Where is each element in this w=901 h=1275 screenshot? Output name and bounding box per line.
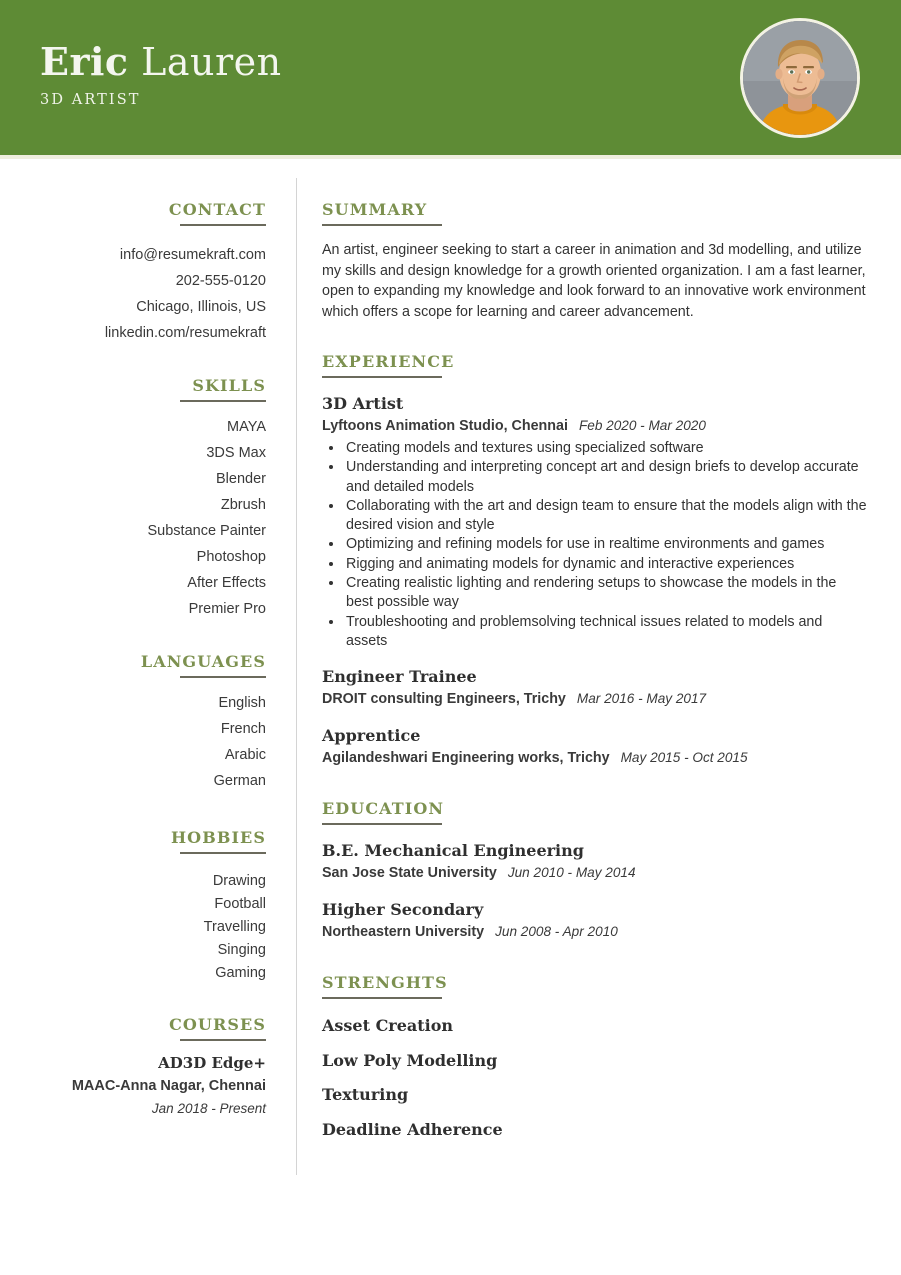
degree-title: B.E. Mechanical Engineering: [322, 841, 584, 861]
job-date: Feb 2020 - Mar 2020: [578, 418, 706, 433]
job-title: Engineer Trainee: [322, 667, 477, 687]
languages-heading-block: [141, 652, 266, 678]
job-organization: Lyftoons Animation Studio, Chennai: [322, 418, 568, 434]
job-title: 3D Artist: [322, 394, 404, 413]
job-meta: [322, 415, 867, 437]
main-column: [322, 200, 867, 1147]
skills-heading: SKILLS: [192, 376, 266, 395]
language-item: French: [220, 721, 266, 737]
hobbies-section: [20, 828, 266, 985]
language-item: German: [213, 773, 266, 789]
header-accent-rule: [0, 155, 901, 159]
column-divider: [296, 178, 297, 1175]
languages-heading-rule: [180, 676, 266, 678]
contact-heading-block: [169, 200, 266, 226]
language-item: Arabic: [224, 747, 266, 763]
contact-location: Chicago, Illinois, US: [136, 299, 266, 315]
hobbies-heading-block: [171, 828, 266, 854]
summary-text: An artist, engineer seeking to start a career in animation and 3d modelling, and utilize my skills and design knowledge for a growth oriented organization. I am a fast learner, open to expanding my knowledge and look forward to an innovative work environment which offers a scope for learning and career advancement.: [322, 242, 866, 320]
course-organization: MAAC-Anna Nagar, Chennai: [71, 1078, 266, 1094]
job-bullet: • Creating realistic lighting and rendering setups to showcase the models in the best possible way: [344, 574, 867, 613]
skill-item: Photoshop: [196, 549, 266, 565]
education-date: Jun 2008 - Apr 2010: [495, 924, 618, 940]
contact-heading: CONTACT: [168, 200, 266, 219]
job-organization: DROIT consulting Engineers, Trichy: [322, 691, 566, 708]
education-heading-rule: [322, 823, 442, 825]
job-bullet: • Creating models and textures using specialized software: [344, 439, 867, 458]
education-section: [322, 799, 867, 943]
job-title: Apprentice: [322, 726, 421, 746]
hobby-item: Travelling: [203, 919, 266, 935]
courses-heading-rule: [180, 1039, 266, 1041]
summary-section: [322, 200, 867, 322]
skill-item: After Effects: [187, 575, 266, 591]
hobby-item: Football: [214, 896, 266, 912]
experience-section: [322, 352, 867, 769]
course-entry: [20, 1051, 266, 1120]
course-title: AD3D Edge+: [158, 1054, 266, 1072]
hobby-item: Drawing: [212, 873, 266, 889]
degree-title: Higher Secondary: [322, 900, 484, 920]
portrait-illustration: [743, 21, 857, 135]
skills-heading-block: [180, 376, 266, 402]
courses-section: [20, 1015, 266, 1120]
hobby-item: Gaming: [215, 965, 266, 981]
job-date: May 2015 - Oct 2015: [620, 750, 748, 766]
education-entry: [322, 839, 867, 884]
experience-entry: [322, 665, 867, 710]
courses-heading-block: [169, 1015, 266, 1041]
languages-heading: LANGUAGES: [140, 652, 266, 671]
hobbies-heading: HOBBIES: [170, 828, 266, 847]
course-date: Jan 2018 - Present: [151, 1101, 266, 1116]
contact-email[interactable]: info@resumekraft.com: [119, 247, 266, 263]
skill-item: MAYA: [227, 419, 266, 435]
hobbies-heading-rule: [180, 852, 266, 854]
experience-heading: EXPERIENCE: [322, 352, 455, 371]
contact-section: [20, 200, 266, 346]
summary-heading: SUMMARY: [322, 200, 428, 219]
strength-item: Asset Creation: [322, 1016, 454, 1036]
full-name: [40, 40, 282, 84]
skills-section: [20, 376, 266, 622]
school-name: Northeastern University: [322, 924, 485, 941]
summary-heading-rule: [322, 224, 442, 226]
job-meta: [322, 688, 867, 710]
skill-item: Premier Pro: [188, 601, 266, 617]
school-name: San Jose State University: [322, 865, 497, 882]
name-block: [40, 40, 282, 108]
job-bullet: • Collaborating with the art and design team to ensure that the models align with the desired vision and style: [344, 497, 867, 536]
experience-entry: [322, 392, 867, 651]
courses-heading: COURSES: [169, 1015, 266, 1034]
job-bullet: • Rigging and animating models for dynamic and interactive experiences: [344, 555, 867, 574]
strengths-heading: STRENGHTS: [322, 973, 448, 993]
education-entry: [322, 898, 867, 943]
job-bullet: • Understanding and interpreting concept art and design briefs to develop accurate and detailed models: [344, 458, 867, 497]
language-item: English: [218, 695, 266, 711]
education-heading: EDUCATION: [322, 799, 445, 819]
skill-item: 3DS Max: [206, 445, 266, 461]
job-organization: Agilandeshwari Engineering works, Trichy: [322, 750, 610, 767]
strength-item: Low Poly Modelling: [322, 1050, 498, 1070]
contact-heading-rule: [180, 224, 266, 226]
skill-item: Blender: [216, 471, 266, 487]
skill-item: Zbrush: [220, 497, 266, 513]
strengths-section: [322, 973, 867, 1147]
job-meta: [322, 747, 867, 769]
skill-item: Substance Painter: [147, 523, 266, 539]
first-name: Eric: [40, 39, 129, 84]
education-meta: [322, 862, 867, 884]
skills-heading-rule: [180, 400, 266, 402]
job-date: Mar 2016 - May 2017: [576, 691, 707, 707]
experience-heading-rule: [322, 376, 442, 378]
experience-entry: [322, 724, 867, 769]
languages-section: [20, 652, 266, 794]
last-name: Lauren: [141, 40, 282, 84]
contact-linkedin[interactable]: linkedin.com/resumekraft: [104, 325, 266, 341]
education-date: Jun 2010 - May 2014: [507, 865, 636, 881]
contact-phone[interactable]: 202-555-0120: [175, 273, 266, 289]
hobby-item: Singing: [217, 942, 266, 958]
job-bullet: • Troubleshooting and problemsolving technical issues related to models and assets: [344, 613, 867, 652]
education-meta: [322, 921, 867, 943]
strength-item: Deadline Adherence: [322, 1119, 503, 1139]
job-bullet: • Optimizing and refining models for use in realtime environments and games: [344, 535, 867, 554]
portrait-photo: [740, 18, 860, 138]
job-bullet-list: [322, 439, 867, 651]
sidebar-column: [20, 200, 266, 1120]
strength-item: Texturing: [322, 1085, 409, 1105]
job-role-subtitle: 3D ARTIST: [40, 92, 141, 108]
